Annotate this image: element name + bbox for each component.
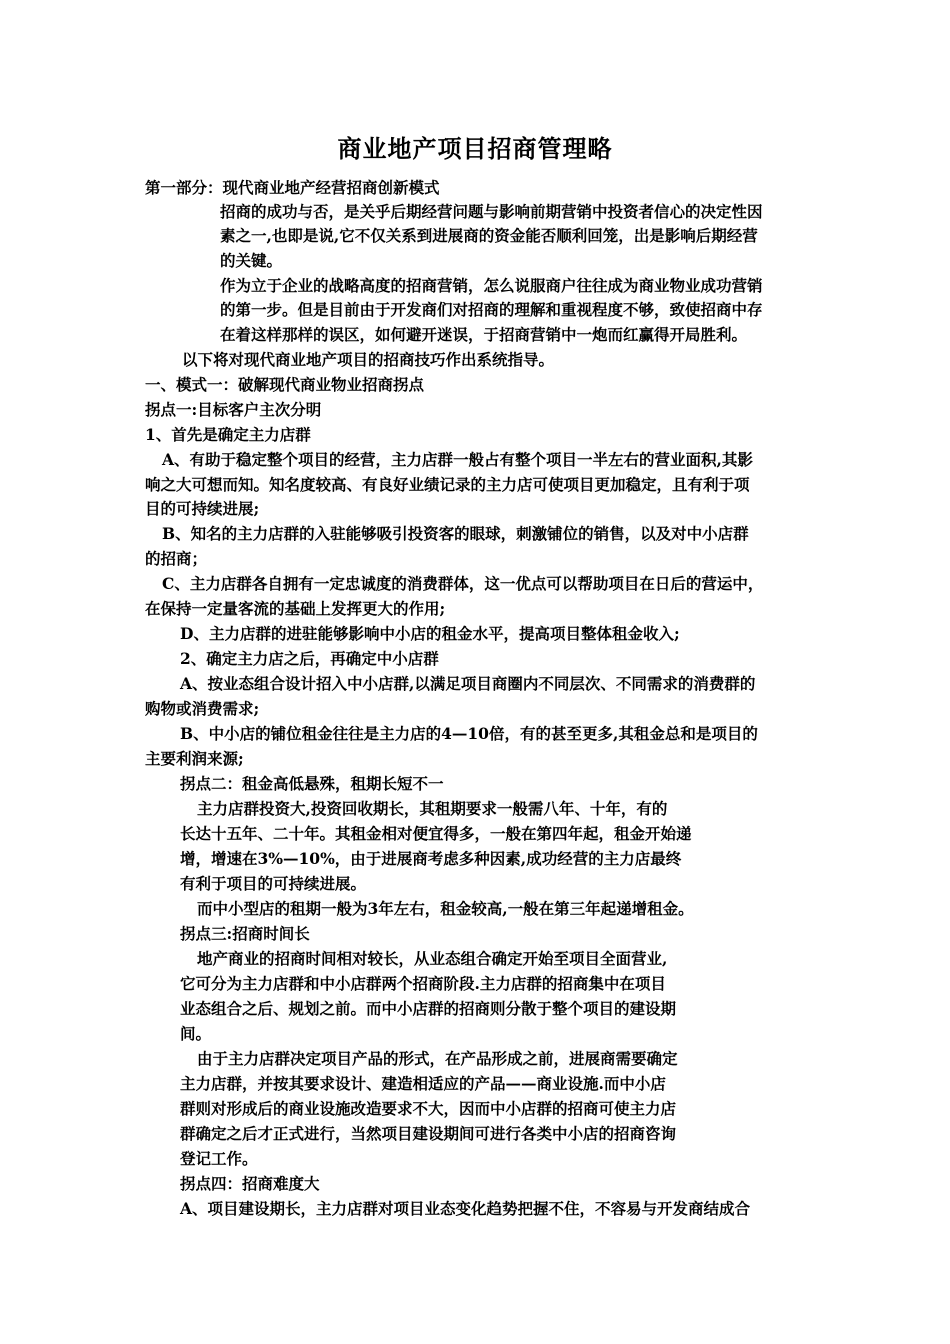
paragraph-line: 而中小型店的租期一般为3年左右，租金较高,一般在第三年起递增租金。 <box>197 899 694 918</box>
paragraph-line: 素之一,也即是说,它不仅关系到进展商的资金能否顺利回笼，岀是影响后期经营 <box>220 226 758 245</box>
paragraph-line: 由于主力店群决定项目产品的形式，在产品形成之前，进展商需要确定 <box>197 1049 678 1068</box>
subsection-heading: 拐点四：招商难度大 <box>180 1174 320 1193</box>
subsection-heading: 1、首先是确定主力店群 <box>145 425 311 444</box>
paragraph-line: 目的可持续进展; <box>145 499 260 518</box>
paragraph-line: A、有助于稳定整个项目的经营，主力店群一般占有整个项目一半左右的营业面积,其影 <box>162 450 753 469</box>
paragraph-line: 响之大可想而知。知名度较高、有良好业绩记录的主力店可使项目更加稳定，且有利于项 <box>145 475 750 494</box>
paragraph-line: 以下将对现代商业地产项目的招商技巧作出系统指导。 <box>182 350 555 369</box>
paragraph-line: 的招商； <box>145 549 208 568</box>
paragraph-line: 主力店群，并按其要求设计、建造相适应的产品——商业设施.而中小店 <box>180 1074 666 1093</box>
document-title: 商业地产项目招商管理略 <box>337 134 613 163</box>
paragraph-line: 登记工作。 <box>180 1149 258 1168</box>
paragraph-line: 间。 <box>180 1024 212 1043</box>
paragraph-line: 群则对形成后的商业设施改造要求不大，因而中小店群的招商可使主力店 <box>180 1099 677 1118</box>
paragraph-line: 在保持一定量客流的基础上发挥更大的作用; <box>145 599 446 618</box>
subsection-heading: 2、确定主力店之后，再确定中小店群 <box>180 649 439 668</box>
paragraph-line: 购物或消费需求; <box>145 699 260 718</box>
paragraph-line: B、知名的主力店群的入驻能够吸引投资客的眼球，刺激铺位的销售，以及对中小店群 <box>162 524 749 543</box>
paragraph-line: 主力店群投资大,投资回收期长，其租期要求一般需八年、十年，有的 <box>197 799 668 818</box>
paragraph-line: 主要利润来源; <box>145 749 244 768</box>
paragraph-line: 群确定之后才正式进行，当然项目建设期间可进行各类中小店的招商咨询 <box>180 1124 677 1143</box>
paragraph-line: B、中小店的铺位租金往往是主力店的4—10倍，有的甚至更多,其租金总和是项目的 <box>180 724 758 743</box>
paragraph-line: 有利于项目的可持续进展。 <box>180 874 367 893</box>
paragraph-line: 增，增速在3%—10%，由于进展商考虑多种因素,成功经营的主力店最终 <box>180 849 682 868</box>
paragraph-line: 的第一步。但是目前由于开发商们对招商的理解和重视程度不够，致使招商中存 <box>220 300 763 319</box>
section-heading: 第一部分：现代商业地产经营招商创新模式 <box>145 178 440 197</box>
paragraph-line: D、主力店群的进驻能够影响中小店的租金水平，提高项目整体租金收入; <box>180 624 680 643</box>
paragraph-line: 它可分为主力店群和中小店群两个招商阶段.主力店群的招商集中在项目 <box>180 974 666 993</box>
subsection-heading: 拐点三:招商时间长 <box>180 924 310 943</box>
paragraph-line: C、主力店群各自拥有一定忠诚度的消费群体，这一优点可以帮助项目在日后的营运中， <box>162 574 764 593</box>
paragraph-line: 地产商业的招商时间相对较长，从业态组合确定开始至项目全面营业, <box>197 949 668 968</box>
paragraph-line: 招商的成功与否，是关乎后期经营问题与影响前期营销中投资者信心的决定性因 <box>220 202 763 221</box>
paragraph-line: 在着这样那样的误区，如何避开迷误，于招商营销中一炮而红赢得开局胜利。 <box>220 325 748 344</box>
paragraph-line: 长达十五年、二十年。其租金相对便宜得多，一般在第四年起，租金开始递 <box>180 824 692 843</box>
paragraph-line: 的关键。 <box>220 251 283 270</box>
paragraph-line: A、按业态组合设计招入中小店群,以满足项目商圈内不同层次、不同需求的消费群的 <box>180 674 756 693</box>
paragraph-line: A、项目建设期长，主力店群对项目业态变化趋势把握不住，不容易与开发商结成合 <box>180 1199 751 1218</box>
paragraph-line: 业态组合之后、规划之前。而中小店群的招商则分散于整个项目的建设期 <box>180 999 677 1018</box>
subsection-heading: 拐点二：租金高低悬殊，租期长短不一 <box>180 774 444 793</box>
subsection-heading: 拐点一:目标客户主次分明 <box>145 400 322 419</box>
paragraph-line: 作为立于企业的战略高度的招商营销，怎么说服商户往往成为商业物业成功营销 <box>220 276 763 295</box>
section-heading: 一、模式一：破解现代商业物业招商拐点 <box>145 375 425 394</box>
